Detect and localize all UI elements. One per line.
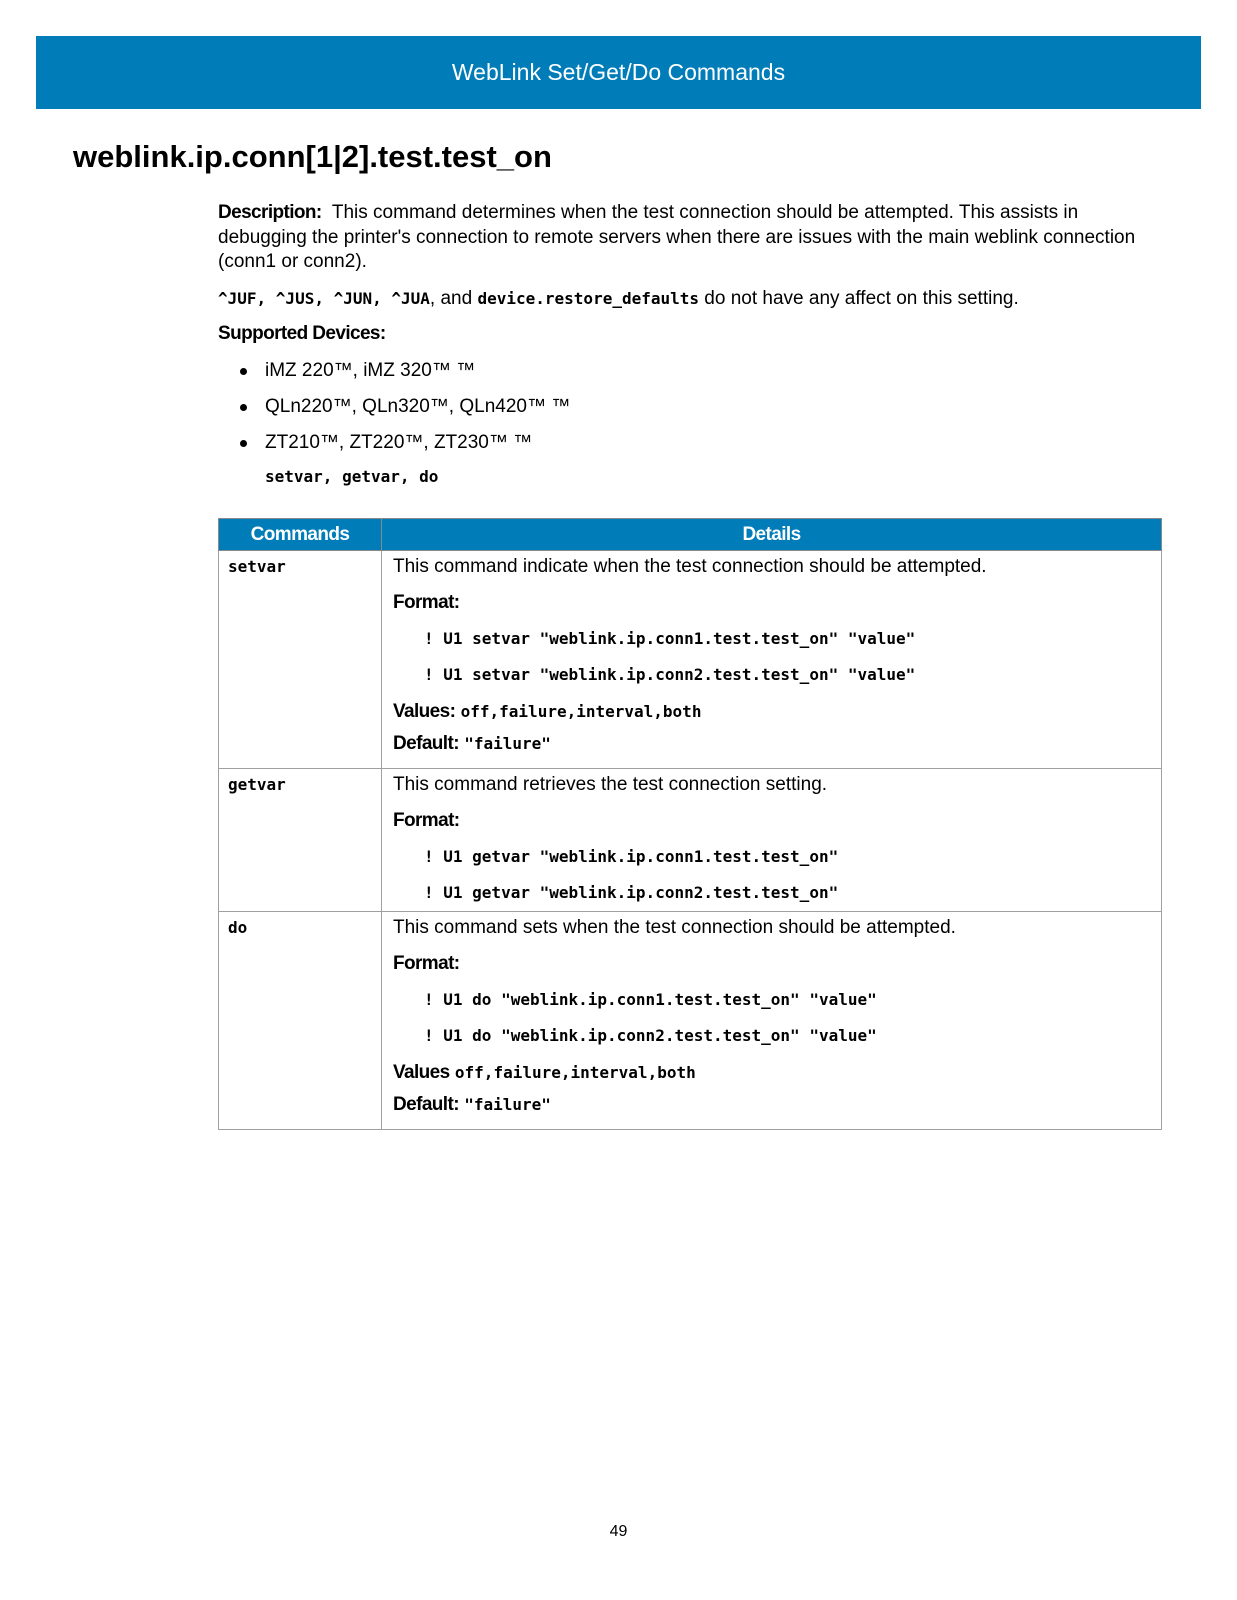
header-title: WebLink Set/Get/Do Commands: [451, 59, 786, 85]
default-line: [393, 1092, 1151, 1118]
description-label: Description:: [218, 202, 322, 223]
details-cell: [382, 769, 1162, 912]
commands-table: [218, 518, 1162, 1130]
format-code: ! U1 getvar "weblink.ip.conn1.test.test_on": [424, 847, 839, 866]
table-row: [219, 551, 1162, 769]
supported-devices-list: [218, 353, 1162, 461]
details-text: This command retrieves the test connection setting.: [393, 774, 828, 795]
note-and: , and: [429, 287, 478, 309]
default-value: "failure": [464, 734, 551, 753]
page-header-bar: [36, 36, 1201, 109]
note-paragraph: [218, 287, 1162, 312]
table-header-row: [219, 519, 1162, 551]
default-value: "failure": [464, 1095, 551, 1114]
details-text: This command sets when the test connection should be attempted.: [393, 917, 956, 938]
values-line: [393, 1060, 1151, 1086]
default-label: Default:: [393, 1094, 459, 1115]
details-cell: [382, 551, 1162, 769]
note-codes: ^JUF, ^JUS, ^JUN, ^JUA: [218, 288, 430, 308]
values-label: Values: [393, 1062, 450, 1083]
command-name: getvar: [228, 775, 286, 794]
table-row: [219, 912, 1162, 1130]
format-code: ! U1 do "weblink.ip.conn2.test.test_on" "value": [424, 1026, 877, 1045]
note-tail: do not have any affect on this setting.: [699, 287, 1019, 309]
note-defaults-command: device.restore_defaults: [477, 288, 700, 308]
values-text: off,failure,interval,both: [454, 1063, 696, 1082]
commands-line: setvar, getvar, do: [265, 467, 439, 486]
header-commands: Commands: [219, 519, 382, 551]
default-label: Default:: [393, 733, 459, 754]
content-section: [218, 201, 1162, 486]
values-line: [393, 699, 1151, 725]
table-row: [219, 769, 1162, 912]
command-cell: [219, 912, 382, 1130]
command-cell: [219, 551, 382, 769]
page-number: 49: [609, 1523, 628, 1540]
command-name: setvar: [228, 557, 286, 576]
details-cell: [382, 912, 1162, 1130]
format-label: Format:: [393, 953, 460, 974]
format-code: ! U1 setvar "weblink.ip.conn2.test.test_on" "value": [424, 665, 916, 684]
default-line: [393, 731, 1151, 757]
supported-devices-heading: Supported Devices:: [218, 323, 386, 344]
command-cell: [219, 769, 382, 912]
values-text: off,failure,interval,both: [460, 702, 702, 721]
details-text: This command indicate when the test connection should be attempted.: [393, 556, 987, 577]
values-label: Values:: [393, 701, 456, 722]
device-item: iMZ 220™, iMZ 320™ ™: [218, 353, 1162, 389]
device-item: QLn220™, QLn320™, QLn420™ ™: [218, 389, 1162, 425]
format-code: ! U1 getvar "weblink.ip.conn2.test.test_on": [424, 883, 839, 902]
format-code: ! U1 do "weblink.ip.conn1.test.test_on" "value": [424, 990, 877, 1009]
page-title: weblink.ip.conn[1|2].test.test_on: [73, 139, 552, 174]
format-label: Format:: [393, 592, 460, 613]
header-details: Details: [382, 519, 1162, 551]
description-text: This command determines when the test connection should be attempted. This assists in debugging the printer's connection to remote servers when there are issues with the main weblink connection (conn1 or conn2).: [218, 202, 1136, 272]
device-item: ZT210™, ZT220™, ZT230™ ™: [218, 425, 1162, 461]
format-code: ! U1 setvar "weblink.ip.conn1.test.test_on" "value": [424, 629, 916, 648]
command-name: do: [228, 918, 248, 937]
format-label: Format:: [393, 810, 460, 831]
description-paragraph: [218, 201, 1162, 275]
